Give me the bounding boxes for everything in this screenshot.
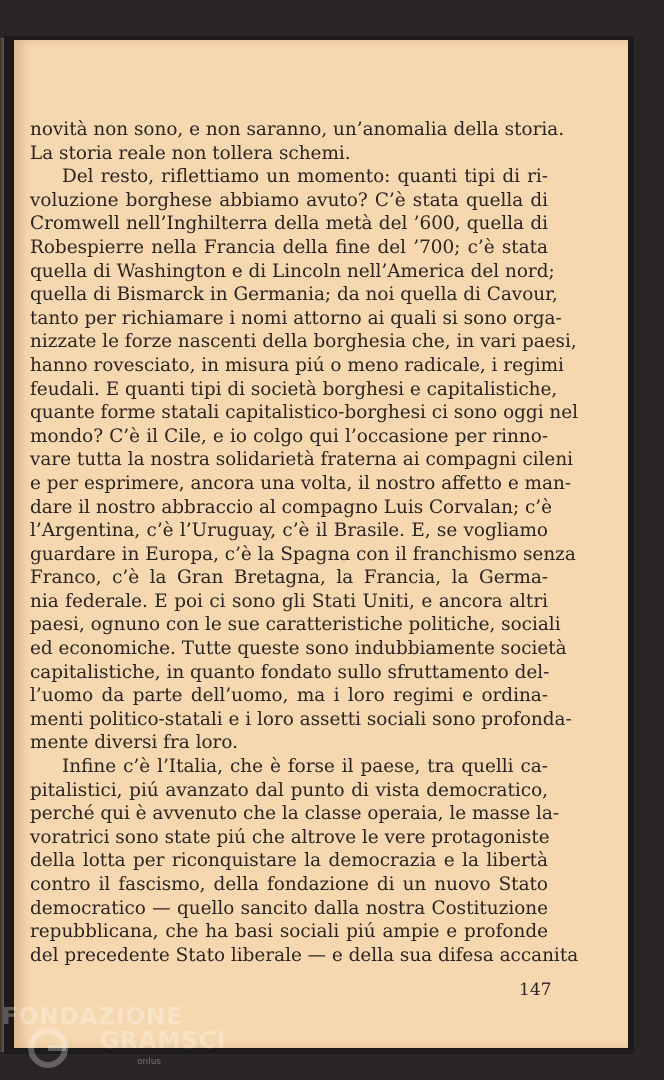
text-line: nizzate le forze nascenti della borghesia che, in vari paesi, — [30, 331, 577, 353]
text-line: Robespierre nella Francia della fine del ’700; c’è stata — [30, 236, 548, 258]
text-line: vare tutta la nostra solidarietà fraterna ai compagni cileni — [30, 449, 574, 471]
text-line: della lotta per riconquistare la democrazia e la libertà — [30, 850, 548, 872]
text-line: capitalistiche, in quanto fondato sullo sfruttamento del- — [30, 661, 550, 683]
text-line: mente diversi fra loro. — [30, 732, 238, 754]
text-line: del precedente Stato liberale — e della sua difesa accanita — [30, 944, 579, 966]
text-line: l’Argentina, c’è l’Uruguay, c’è il Brasile. E, se vogliamo — [30, 520, 548, 542]
text-line: Del resto, riflettiamo un momento: quanti tipi di ri- — [62, 166, 548, 188]
text-line: l’uomo da parte dell’uomo, ma i loro regimi e ordina- — [30, 685, 548, 707]
text-line: Infine c’è l’Italia, che è forse il paese, tra quelli ca- — [62, 756, 548, 778]
watermark-suffix: onlus — [137, 1057, 162, 1067]
text-line: voratrici sono state piú che altrove le vere protagoniste — [30, 826, 550, 848]
text-line: paesi, ognuno con le sue caratteristiche politiche, sociali — [30, 614, 561, 636]
text-line: Cromwell nell’Inghilterra della metà del ’600, quella di — [30, 213, 548, 235]
text-line: menti politico-statali e i loro assetti sociali sono profonda- — [30, 708, 572, 730]
body-text — [30, 118, 579, 967]
text-line: quella di Washington e di Lincoln nell’America del nord; — [30, 260, 555, 282]
text-line: guardare in Europa, c’è la Spagna con il franchismo senza — [30, 543, 576, 565]
text-line: tanto per richiamare i nomi attorno ai quali si sono orga- — [30, 307, 562, 329]
text-line: pitalistici, piú avanzato dal punto di vista democratico, — [30, 779, 548, 801]
text-line: mondo? C’è il Cile, e io colgo qui l’occasione per rinno- — [30, 425, 548, 447]
watermark-line-1: FONDAZIONE — [2, 1004, 184, 1030]
watermark-line-2: GRAMSCI — [100, 1028, 227, 1054]
text-line: e per esprimere, ancora una volta, il nostro affetto e man- — [30, 472, 572, 494]
text-line: perché qui è avvenuto che la classe operaia, le masse la- — [30, 803, 560, 825]
text-line: novità non sono, e non saranno, un’anomalia della storia. — [30, 119, 565, 140]
text-line: dare il nostro abbraccio al compagno Luis Corvalan; c’è — [30, 496, 553, 518]
text-line: La storia reale non tollera schemi. — [30, 142, 351, 164]
text-line: repubblicana, che ha basi sociali piú ampie e profonde — [30, 921, 548, 943]
text-line: quante forme statali capitalistico-borghesi ci sono oggi nel — [30, 402, 579, 424]
page-number: 147 — [519, 980, 552, 1000]
text-line: feudali. E quanti tipi di società borghesi e capitalistiche, — [30, 378, 558, 400]
text-line: Franco, c’è la Gran Bretagna, la Francia, la Germa- — [30, 567, 548, 589]
text-line: ed economiche. Tutte queste sono indubbiamente società — [30, 638, 567, 660]
text-line: nia federale. E poi ci sono gli Stati Uniti, e ancora altri — [30, 590, 548, 612]
watermark-logo-icon — [26, 1026, 70, 1070]
text-line: contro il fascismo, della fondazione di un nuovo Stato — [30, 874, 548, 895]
text-line: hanno rovesciato, in misura piú o meno radicale, i regimi — [30, 354, 564, 376]
text-line: democratico — quello sancito dalla nostra Costituzione — [30, 897, 548, 919]
text-line: quella di Bismarck in Germania; da noi quella di Cavour, — [30, 284, 558, 306]
text-line: voluzione borghese abbiamo avuto? C’è stata quella di — [30, 189, 548, 211]
